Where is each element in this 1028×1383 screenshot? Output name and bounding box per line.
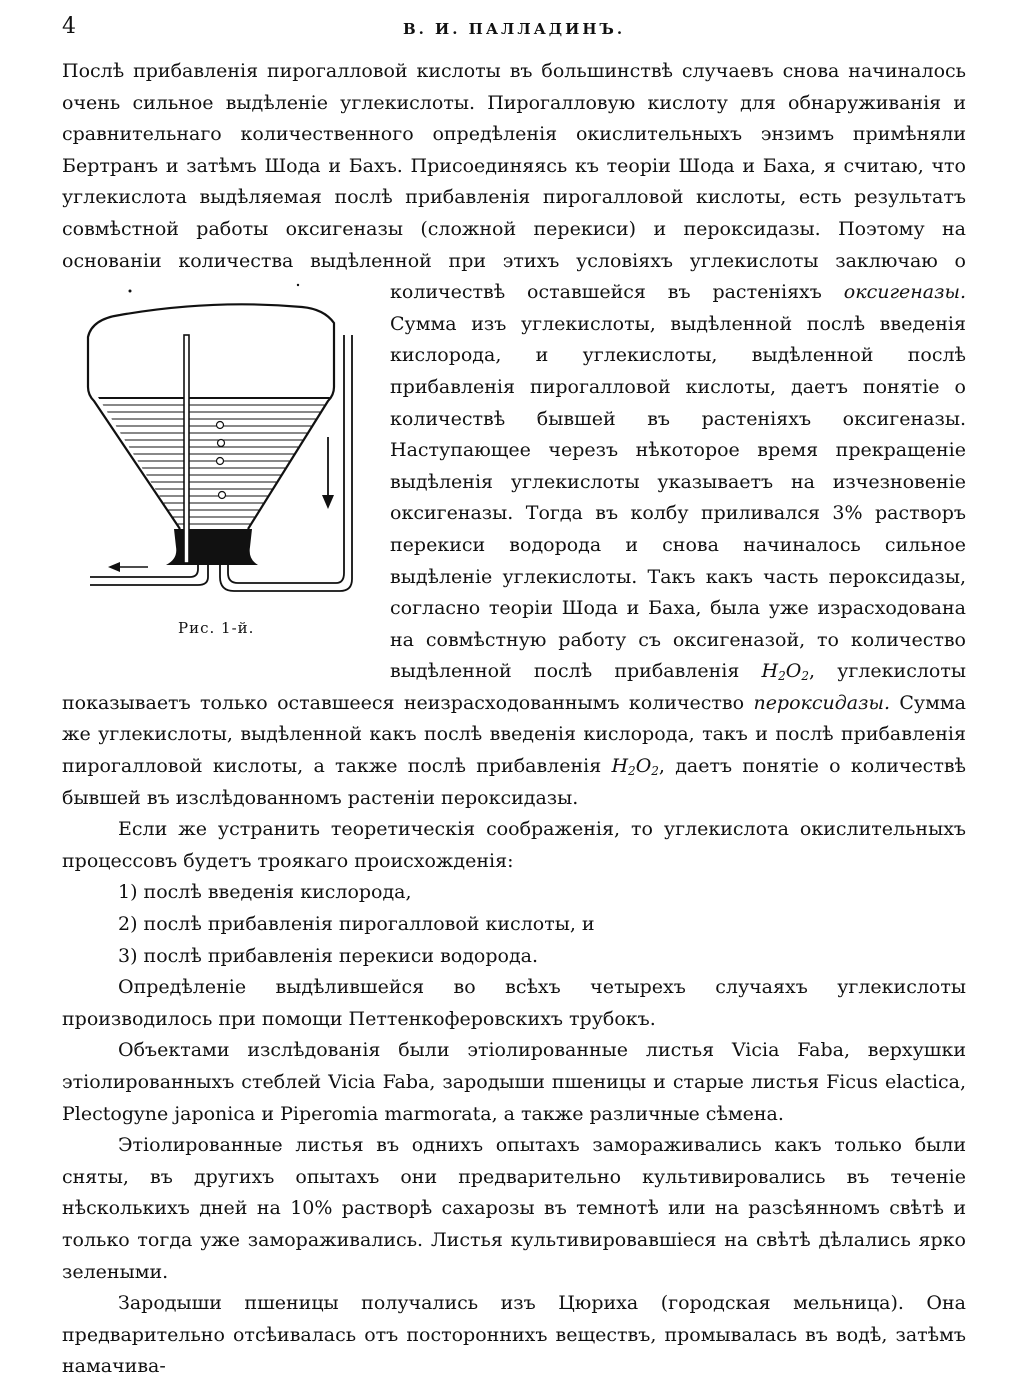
paragraph-1-start: Послѣ прибавленія пирогалловой кислоты въ большинствѣ случаевъ снова начиналось очень сильное выдѣленіе углекислоты. Пирогалловую кислоту для обнаруживанія и сравнительнаго количественного опредѣленія окислительныхъ энзимъ примѣняли Бертранъ и затѣмъ Шода и Бахъ. Присоединяясь къ теоріи Шода и Баха, я считаю, что углекислота выдѣляемая послѣ прибавленія пирогалловой кислоты, есть результатъ совмѣстной работы оксигеназы (сложной перекиси) и пероксидазы. Поэтому на основаніи количества выдѣленной при этихъ условіяхъ углекислоты заключаю о количествѣ оставшейся въ растеніяхъ (62, 60, 966, 304)
formula-sub: 2 (778, 669, 786, 684)
formula-sub: 2 (651, 764, 659, 779)
paragraph-3: Опредѣленіе выдѣлившейся во всѣхъ четырехъ случаяхъ углекислоты производилось при помощи Петтенкоферовскихъ трубокъ. (62, 976, 966, 1030)
running-head: В. И. ПАЛЛАДИНЪ. (402, 20, 626, 38)
paragraph-4: Объектами изслѣдованія были этіолированные листья Vicia Faba, верхушки этіолированныхъ стеблей Vicia Faba, зародыши пшеницы и старые листья Ficus elactica, Plectogyne japonica и Piperomia marmorata, а также различные сѣмена. (62, 1039, 966, 1125)
formula-h2o2-1 (762, 660, 809, 682)
paragraph-1-end-b: даетъ понятіе о количествѣ бывшей въ изслѣдованномъ растеніи пероксидазы. (62, 755, 966, 809)
figure-1 (62, 277, 380, 667)
formula-o: O (635, 755, 652, 778)
figure-caption: Рис. 1-й. (178, 619, 255, 638)
flask-apparatus-drawing (62, 277, 380, 667)
list-item-1: 1) послѣ введенія кислорода, (118, 881, 412, 904)
list-item-2: 2) послѣ прибавленія пирогалловой кислоты, и (118, 913, 595, 936)
paragraph-6: Зародыши пшеницы получались изъ Цюриха (городская мельница). Она предварительно отсѣивалась отъ постороннихъ веществъ, промывалась въ водѣ, затѣмъ намачива- (62, 1292, 966, 1378)
formula-h2o2-2 (611, 755, 658, 777)
term-peroxidase: пероксидазы. (753, 691, 891, 714)
formula-o: O (785, 660, 802, 683)
paragraph-1-middle: Сумма изъ углекислоты, выдѣленной послѣ введенія кислорода, и углекислоты, выдѣленной послѣ прибавленія пирогалловой кислоты, даетъ понятіе о количествѣ бывшей въ растеніяхъ оксигеназы. Наступающее черезъ нѣкоторое время прекращеніе выдѣленія углекислоты указываетъ на изчезновеніе оксигеназы. Тогда въ колбу приливался 3% растворъ перекиси водорода и снова начиналось сильное выдѣленіе углекислоты. Такъ какъ часть пероксидазы, согласно теоріи Шода и Баха, была уже израсходована на совмѣстную работу съ оксигеназой, то количество выдѣленной послѣ прибавленія (390, 312, 966, 683)
page-header (62, 14, 966, 56)
formula-h: H (761, 660, 779, 683)
figure-frame (62, 277, 380, 667)
page-number: 4 (62, 14, 76, 39)
formula-sub: 2 (801, 669, 809, 684)
paragraph-2: Если же устранить теоретическія соображенія, то углекислота окислительныхъ процессовъ будетъ троякаго происхожденія: (62, 818, 966, 872)
term-oxygenase: оксигеназы. (843, 281, 967, 304)
paragraph-1: Послѣ прибавленія пирогалловой кислоты въ большинствѣ случаевъ снова начиналось очень сильное выдѣленіе углекислоты. Пирогалловую кислоту для обнаруживанія и сравнительнаго количественного опредѣленія окислительныхъ энзимъ примѣняли Бертранъ и затѣмъ Шода и Бахъ. Присоединяясь къ теоріи Шода и Баха, я считаю, что углекислота выдѣляемая послѣ прибавленія пирогалловой кислоты, есть результатъ совмѣстной работы оксигеназы (сложной перекиси) и пероксидазы. Поэтому на основаніи количества выдѣленной при этихъ условіяхъ углекислоты заключаю о количествѣ оставшейся въ растеніяхъ Рис. 1-й. оксигеназы. Сумма изъ углекислоты, выдѣленной послѣ введенія кислорода, и углекислоты, выдѣленной послѣ прибавленія пирогалловой кислоты, даетъ понятіе о количествѣ бывшей въ растеніяхъ оксигеназы. Наступающее черезъ нѣкоторое время прекращеніе выдѣленія углекислоты указываетъ на изчезновеніе оксигеназы. Тогда въ колбу приливался 3% растворъ перекиси водорода и снова начиналось сильное выдѣленіе углекислоты. Такъ какъ часть пероксидазы, согласно теоріи Шода и Баха, была уже израсходована на совмѣстную работу съ оксигеназой, то количество выдѣленной послѣ прибавленія $H_2O_2$, углекислоты показываетъ только оставшееся неизрасходованнымъ количество пероксидазы. Сумма же углекислоты, выдѣленной какъ послѣ введенія кислорода, такъ и послѣ прибавленія пирогалловой кислоты, а также послѣ прибавленія $H_2O_2$, даетъ понятіе о количествѣ бывшей въ изслѣдованномъ растеніи пероксидазы. (62, 60, 967, 809)
article-body (62, 56, 966, 1383)
list-item-3: 3) послѣ прибавленія перекиси водорода. (118, 944, 539, 967)
paragraph-5: Этіолированные листья въ однихъ опытахъ замораживались какъ только были сняты, въ другихъ опытахъ они предварительно культивировались въ теченіе нѣсколькихъ дней на 10% растворѣ сахарозы въ темнотѣ или на разсѣянномъ свѣтѣ и только тогда уже замораживались. Листья культивировавшіеся на свѣтѣ дѣлались ярко зелеными. (62, 1134, 966, 1283)
paragraph-1-after-formula: углекислоты показываетъ только оставшееся неизрасходованнымъ количество (62, 660, 966, 714)
paragraph-1-end-a: Сумма же углекислоты, выдѣленной какъ послѣ введенія кислорода, такъ и послѣ прибавленія пирогалловой кислоты, а также послѣ прибавленія (62, 691, 966, 778)
formula-sub: 2 (628, 764, 636, 779)
formula-h: H (611, 755, 629, 778)
